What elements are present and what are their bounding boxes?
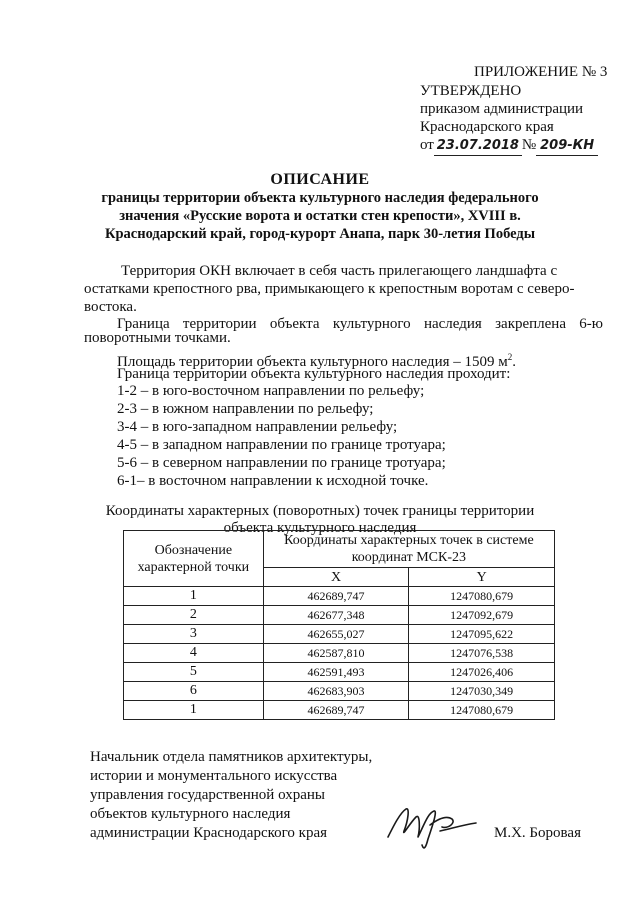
approval-date: 23.07.2018 xyxy=(434,136,522,156)
table-row xyxy=(124,644,555,663)
table-row xyxy=(124,625,555,644)
cell-y: 1247076,538 xyxy=(409,644,555,663)
cell-point: 6 xyxy=(124,682,264,701)
cell-y: 1247030,349 xyxy=(409,682,555,701)
cell-x: 462587,810 xyxy=(263,644,409,663)
cell-x: 462683,903 xyxy=(263,682,409,701)
approval-line-2: Краснодарского края xyxy=(420,119,554,135)
boundary-intro: Граница территории объекта культурного наследия проходит: xyxy=(117,366,511,382)
title-line-1: границы территории объекта культурного наследия федерального xyxy=(101,190,539,206)
segment-4-5: 4-5 – в западном направлении по границе тротуара; xyxy=(117,437,446,453)
area-unit-superscript: 2 xyxy=(507,352,513,362)
handwritten-signature xyxy=(380,795,480,855)
signer-title-line-1: Начальник отдела памятников архитектуры, xyxy=(90,749,373,765)
coordinates-table-body xyxy=(124,587,555,720)
p2-line-1: Граница территории объекта культурного наследия закреплена 6-ю xyxy=(117,316,603,332)
segment-5-6: 5-6 – в северном направлении по границе тротуара; xyxy=(117,455,446,471)
header-point: Обозначение характерной точки xyxy=(124,531,264,587)
cell-point: 3 xyxy=(124,625,264,644)
number-prefix: № xyxy=(521,137,537,153)
header-coordinates: Координаты характерных точек в системе координат МСК-23 xyxy=(263,531,554,568)
cell-point: 2 xyxy=(124,606,264,625)
approval-date-line xyxy=(420,136,598,156)
cell-x: 462677,348 xyxy=(263,606,409,625)
p1-line-2: остатками крепостного рва, примыкающего к крепостным воротам с северо- xyxy=(84,281,575,297)
cell-x: 462655,027 xyxy=(263,625,409,644)
area-text: Площадь территории объекта культурного наследия – 1509 м xyxy=(117,354,508,370)
segment-6-1: 6-1– в восточном направлении к исходной точке. xyxy=(117,473,429,489)
table-row xyxy=(124,606,555,625)
p2-line-2: поворотными точками. xyxy=(84,330,231,346)
table-row xyxy=(124,587,555,606)
cell-point: 4 xyxy=(124,644,264,663)
document-title: ОПИСАНИЕ xyxy=(270,171,370,188)
signer-title-line-2: истории и монументального искусства xyxy=(90,768,338,784)
signer-name: М.Х. Боровая xyxy=(494,825,581,841)
appendix-label: ПРИЛОЖЕНИЕ № 3 xyxy=(474,64,608,80)
date-prefix: от xyxy=(420,137,434,153)
p1-line-3: востока. xyxy=(84,299,137,315)
cell-x: 462689,747 xyxy=(263,587,409,606)
table-row xyxy=(124,682,555,701)
segment-3-4: 3-4 – в юго-западном направлении рельефу; xyxy=(117,419,398,435)
signer-title-line-4: объектов культурного наследия xyxy=(90,806,291,822)
title-line-3: Краснодарский край, город-курорт Анапа, парк 30-летия Победы xyxy=(104,226,536,242)
cell-y: 1247026,406 xyxy=(409,663,555,682)
signer-title-line-5: администрации Краснодарского края xyxy=(90,825,328,841)
header-x: X xyxy=(263,568,409,587)
area-end: . xyxy=(512,354,516,370)
cell-point: 1 xyxy=(124,701,264,720)
p1-line-1: Территория ОКН включает в себя часть прилегающего ландшафта с xyxy=(121,263,558,279)
table-caption-line-2: объекта культурного наследия xyxy=(223,520,417,536)
cell-y: 1247095,622 xyxy=(409,625,555,644)
segment-1-2: 1-2 – в юго-восточном направлении по рельефу; xyxy=(117,383,425,399)
table-caption-line-1: Координаты характерных (поворотных) точек границы территории xyxy=(105,503,535,519)
table-row xyxy=(124,663,555,682)
table-row xyxy=(124,701,555,720)
approval-line-1: приказом администрации xyxy=(420,101,584,117)
approved-label: УТВЕРЖДЕНО xyxy=(420,83,522,99)
segment-2-3: 2-3 – в южном направлении по рельефу; xyxy=(117,401,374,417)
cell-y: 1247092,679 xyxy=(409,606,555,625)
header-y: Y xyxy=(409,568,555,587)
signer-title-line-3: управления государственной охраны xyxy=(90,787,325,803)
approval-number: 209-КН xyxy=(536,136,598,156)
cell-point: 5 xyxy=(124,663,264,682)
cell-point: 1 xyxy=(124,587,264,606)
coordinates-table xyxy=(123,530,555,720)
cell-y: 1247080,679 xyxy=(409,587,555,606)
cell-y: 1247080,679 xyxy=(409,701,555,720)
cell-x: 462689,747 xyxy=(263,701,409,720)
title-line-2: значения «Русские ворота и остатки стен крепости», XVIII в. xyxy=(119,208,521,224)
cell-x: 462591,493 xyxy=(263,663,409,682)
